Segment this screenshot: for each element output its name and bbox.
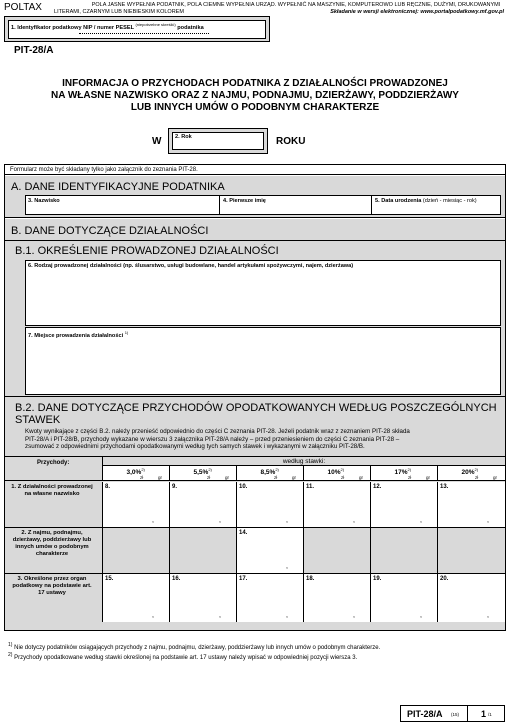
year-suffix: ROKU — [276, 136, 306, 147]
rate-value: 17% — [394, 469, 408, 477]
field-number: 8. — [105, 484, 111, 490]
zl-label: zł — [408, 475, 412, 480]
form-title-line1: INFORMACJA O PRZYCHODACH PODATNIKA Z DZIAŁALNOŚCI PROWADZONEJ — [62, 78, 448, 89]
zl-label: zł — [341, 475, 345, 480]
field-number: 9. — [172, 484, 178, 490]
gr-label: gr — [292, 475, 297, 480]
field-number: 14. — [239, 530, 248, 536]
section-b2-text-line2: PIT-28/A i PIT-28/B, przychody wykazane w wierszu 3 załącznika PIT-28/A należy – przed przeniesieniem do części C zeznania PIT-28 – — [25, 435, 400, 443]
row-label-text: 3. Określone przez organ podatkowy na podstawie art. 17 ustawy — [12, 576, 92, 596]
birth-date-field[interactable] — [372, 196, 500, 214]
decimal-comma: , — [420, 517, 422, 524]
footnote-2-mark: 2) — [8, 652, 13, 658]
activity-type-label: 6. Rodzaj prowadzonej działalności (np. ślusarstwo, usługi budowlane, handel artykułami spożywczymi, najem, dzierżawa) — [28, 263, 354, 269]
field-number: 15. — [105, 576, 114, 582]
section-b2-divider — [5, 396, 505, 397]
stawki-label: według stawki: — [282, 458, 326, 465]
section-b-title: B. DANE DOTYCZĄCE DZIAŁALNOŚCI — [11, 225, 209, 237]
decimal-comma: , — [219, 612, 221, 619]
rate-value: 20% — [461, 469, 475, 477]
footer-form-code: PIT-28/A — [407, 709, 443, 719]
section-b1-title: B.1. OKREŚLENIE PROWADZONEJ DZIAŁALNOŚCI — [15, 245, 279, 257]
section-a-title: A. DANE IDENTYFIKACYJNE PODATNIKA — [11, 181, 225, 193]
rate-sup: 2) — [208, 467, 212, 472]
gr-label: gr — [225, 475, 230, 480]
rate-value: 10% — [327, 469, 341, 477]
rate-header-0 — [103, 466, 170, 481]
przychody-header — [5, 457, 103, 481]
nip-label-end: podatnika — [177, 24, 204, 31]
amount-field[interactable] — [438, 482, 505, 528]
footnote-2 — [8, 652, 504, 662]
field-number: 12. — [373, 484, 382, 490]
rate-value: 8,5% — [260, 469, 276, 477]
footer-pages: /1 — [488, 712, 492, 717]
rate-header-1 — [170, 466, 237, 481]
instructions-line1: POLA JASNE WYPEŁNIA PODATNIK, POLA CIEMNE WYPEŁNIA URZĄD. WYPEŁNIĆ NA MASZYNIE, KOMPUTEROWO LUB RĘCZNIE, DUŻYMI, DRUKOWANYMI — [91, 2, 501, 8]
field-number: 20. — [440, 576, 449, 582]
blocked-cell — [371, 528, 438, 574]
decimal-comma: , — [353, 517, 355, 524]
form-code: PIT-28/A — [14, 45, 54, 56]
section-b2-text-line1: Kwoty wynikające z części B.2. należy przenieść odpowiednio do części C zeznania PIT-28. Jeżeli podatnik wraz z zeznaniem PIT-28 składa — [25, 428, 410, 435]
first-name-field[interactable] — [220, 196, 372, 214]
section-b2-title — [15, 402, 497, 426]
nip-section — [4, 16, 270, 42]
field-number: 13. — [440, 484, 449, 490]
field-number: 16. — [172, 576, 181, 582]
year-box — [168, 128, 268, 154]
zl-label: zł — [475, 475, 479, 480]
rate-header-2 — [237, 466, 304, 481]
form-title-line2: NA WŁASNE NAZWISKO ORAZ Z NAJMU, PODNAJMU, DZIERŻAWY, PODDZIERŻAWY — [51, 90, 459, 101]
amount-field[interactable] — [103, 574, 170, 622]
zl-label: zł — [140, 475, 144, 480]
przychody-label: Przychody: — [37, 460, 70, 466]
decimal-comma: , — [487, 612, 489, 619]
first-name-label: 4. Pierwsze imię — [223, 198, 266, 204]
activity-place-sup: 1) — [124, 330, 129, 335]
decimal-comma: , — [487, 517, 489, 524]
activity-place-label: 7. Miejsce prowadzenia działalności — [28, 332, 124, 339]
form-title-line3: LUB INNYCH UMÓW O PODOBNYM CHARAKTERZE — [130, 102, 380, 113]
zl-label: zł — [274, 475, 278, 480]
birth-date-hint: (dzień - miesiąc - rok) — [422, 198, 477, 204]
rate-sup: 2) — [474, 467, 479, 472]
field-number: 18. — [306, 576, 315, 582]
footnote-2-text: Przychody opodatkowane według stawki określonej na podstawie art. 17 ustawy należy wpisać w odpowiedniej pozycji wiersza 3. — [14, 655, 358, 661]
rate-header-5 — [438, 466, 505, 481]
year-field[interactable] — [172, 132, 264, 150]
form-title — [4, 78, 506, 114]
stawki-header — [103, 457, 505, 466]
year-label: 2. Rok — [175, 134, 192, 140]
section-b2-text-line3: zsumować z odpowiednimi przychodami opodatkowanymi według tych samych stawek i wykazanymi w załączniku PIT-28/B. — [25, 443, 365, 451]
amount-field[interactable] — [103, 482, 170, 528]
decimal-comma: , — [219, 517, 221, 524]
amount-field[interactable] — [371, 482, 438, 528]
row-label-text: 1. Z działalności prowadzonej na własne nazwisko — [11, 484, 93, 497]
section-b-divider — [5, 240, 505, 241]
birth-date-label: 5. Data urodzenia — [375, 198, 422, 204]
row-label-1 — [5, 482, 103, 528]
activity-type-field[interactable] — [25, 260, 501, 326]
decimal-comma: , — [286, 612, 288, 619]
decimal-comma: , — [152, 612, 154, 619]
row-label-2 — [5, 528, 103, 574]
gr-label: gr — [493, 475, 498, 480]
section-b2-title-line1: B.2. DANE DOTYCZĄCE PRZYCHODÓW OPODATKOWANYCH WEDŁUG POSZCZEGÓLNYCH — [15, 402, 497, 414]
footnote-1-text: Nie dotyczy podatników osiągających przychody z najmu, podnajmu, dzierżawy, poddzierżawy lub innych umów o podobnym charakterze. — [14, 645, 381, 651]
gr-label: gr — [158, 475, 163, 480]
activity-place-field[interactable] — [25, 327, 501, 395]
footer-box — [400, 705, 505, 722]
row-label-3 — [5, 574, 103, 622]
row-label-text: 2. Z najmu, podnajmu, dzierżawy, poddzierżawy lub innych umów o podobnym charakterze — [12, 530, 92, 557]
amount-field[interactable] — [170, 482, 237, 528]
rate-sup: 2) — [340, 467, 345, 472]
footer-divider — [467, 706, 468, 721]
decimal-comma: , — [286, 563, 288, 570]
decimal-comma: , — [152, 517, 154, 524]
footer-version: (15) — [451, 712, 460, 717]
amount-field[interactable] — [237, 574, 304, 622]
nip-label-sup: (niepotrzebne skreślić) — [135, 22, 176, 27]
rate-sup: 2) — [407, 467, 412, 472]
amount-field[interactable] — [371, 574, 438, 622]
section-b2-title-line2: STAWEK — [15, 414, 61, 426]
rate-header-4 — [371, 466, 438, 481]
rate-header-3 — [304, 466, 371, 481]
surname-label: 3. Nazwisko — [28, 198, 60, 204]
income-table — [5, 456, 505, 630]
section-a — [5, 176, 505, 218]
footer-page: 1 — [481, 709, 487, 719]
nip-dotted-line — [79, 33, 209, 34]
year-prefix: W — [152, 136, 162, 147]
gr-label: gr — [426, 475, 431, 480]
rate-value: 5,5% — [193, 469, 209, 477]
instructions-line2: LITERAMI, CZARNYM LUB NIEBIESKIM KOLOREM — [54, 9, 184, 15]
electronic-note: Składanie w wersji elektronicznej: www.portalpodatkowy.mf.gov.pl — [330, 9, 504, 15]
rate-value: 3,0% — [126, 469, 142, 477]
blocked-cell — [438, 528, 505, 574]
blocked-cell — [304, 528, 371, 574]
field-number: 17. — [239, 576, 248, 582]
field-number: 19. — [373, 576, 382, 582]
rate-sup: 2) — [275, 467, 279, 472]
amount-field[interactable] — [438, 574, 505, 622]
nip-label: 1. Identyfikator podatkowy NIP / numer PESEL — [11, 24, 134, 31]
decimal-comma: , — [286, 517, 288, 524]
footnote-1 — [8, 642, 504, 652]
decimal-comma: , — [420, 612, 422, 619]
field-number: 11. — [306, 484, 315, 490]
amount-field[interactable] — [304, 574, 371, 622]
attachment-note: Formularz może być składany tylko jako załącznik do zeznania PIT-28. — [5, 165, 505, 175]
amount-field[interactable] — [304, 482, 371, 528]
field-number: 10. — [239, 484, 248, 490]
zl-label: zł — [207, 475, 211, 480]
section-b2-text — [25, 428, 501, 451]
section-a-fields — [25, 195, 501, 215]
blocked-cell — [103, 528, 170, 574]
rate-sup: 2) — [141, 467, 145, 472]
surname-field[interactable] — [26, 196, 220, 214]
amount-field[interactable] — [237, 482, 304, 528]
brand-label: POLTAX — [4, 2, 42, 13]
nip-field[interactable] — [8, 20, 266, 39]
gr-label: gr — [359, 475, 364, 480]
footnote-1-mark: 1) — [8, 642, 13, 648]
blocked-cell — [170, 528, 237, 574]
decimal-comma: , — [353, 612, 355, 619]
amount-field[interactable] — [170, 574, 237, 622]
amount-field[interactable] — [237, 528, 304, 574]
